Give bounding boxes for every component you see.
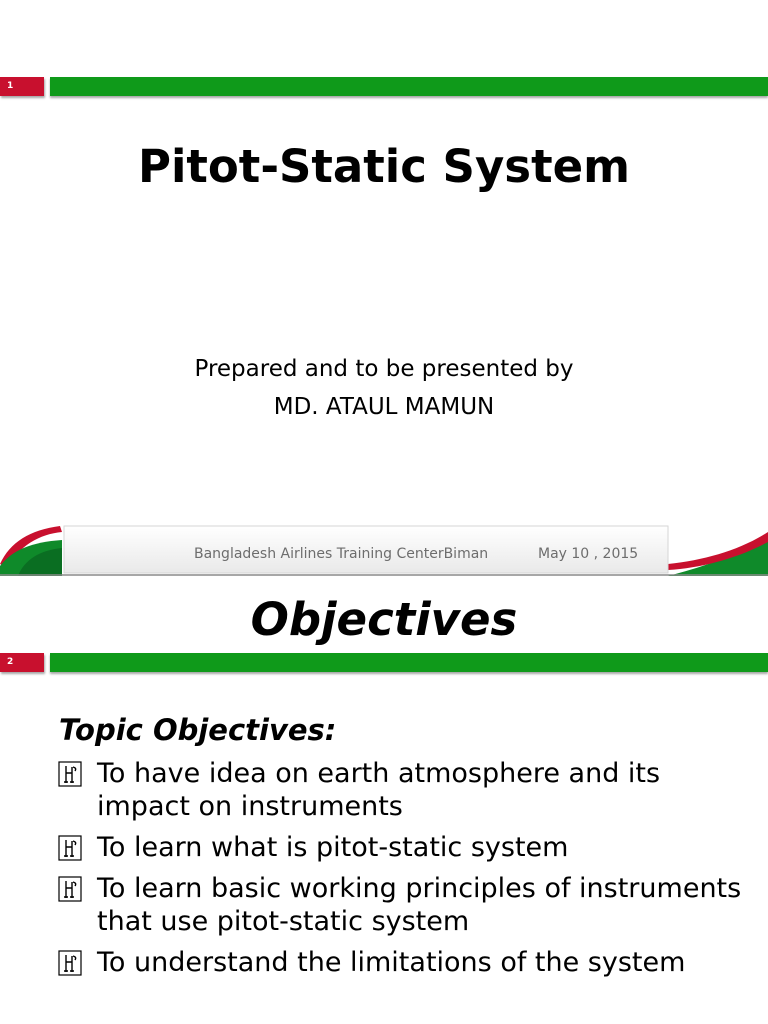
list-item-text: To learn basic working principles of instruments that use pitot-static system (97, 873, 742, 937)
slide-2 (0, 576, 768, 1024)
section-heading: Topic Objectives: (59, 713, 337, 747)
bullet-symbol-icon (58, 761, 82, 787)
list-item-text: To understand the limitations of the system (97, 947, 686, 978)
slide-title: Pitot-Static System (137, 140, 631, 193)
footer-organization: Bangladesh Airlines Training CenterBiman (194, 546, 489, 562)
list-item (58, 757, 758, 823)
slide-number: 2 (0, 653, 44, 672)
bullet-symbol-icon (58, 876, 82, 902)
bullet-symbol-icon (58, 950, 82, 976)
slide-title: Objectives (250, 593, 518, 646)
bullet-symbol-icon (58, 835, 82, 861)
list-item (58, 946, 758, 979)
subtitle-line-1: Prepared and to be presented by (194, 356, 574, 382)
header-green-bar (50, 77, 768, 96)
header-green-bar (50, 653, 768, 672)
list-item-text: To have idea on earth atmosphere and its impact on instruments (97, 758, 661, 822)
slide-number: 1 (0, 77, 44, 96)
list-item (58, 831, 758, 864)
objectives-list (58, 757, 758, 987)
list-item-text: To learn what is pitot-static system (97, 832, 569, 863)
footer-date: May 10 , 2015 (538, 546, 639, 562)
slide-footer (0, 524, 768, 576)
presenter-name: MD. ATAUL MAMUN (273, 394, 495, 420)
list-item (58, 872, 758, 938)
